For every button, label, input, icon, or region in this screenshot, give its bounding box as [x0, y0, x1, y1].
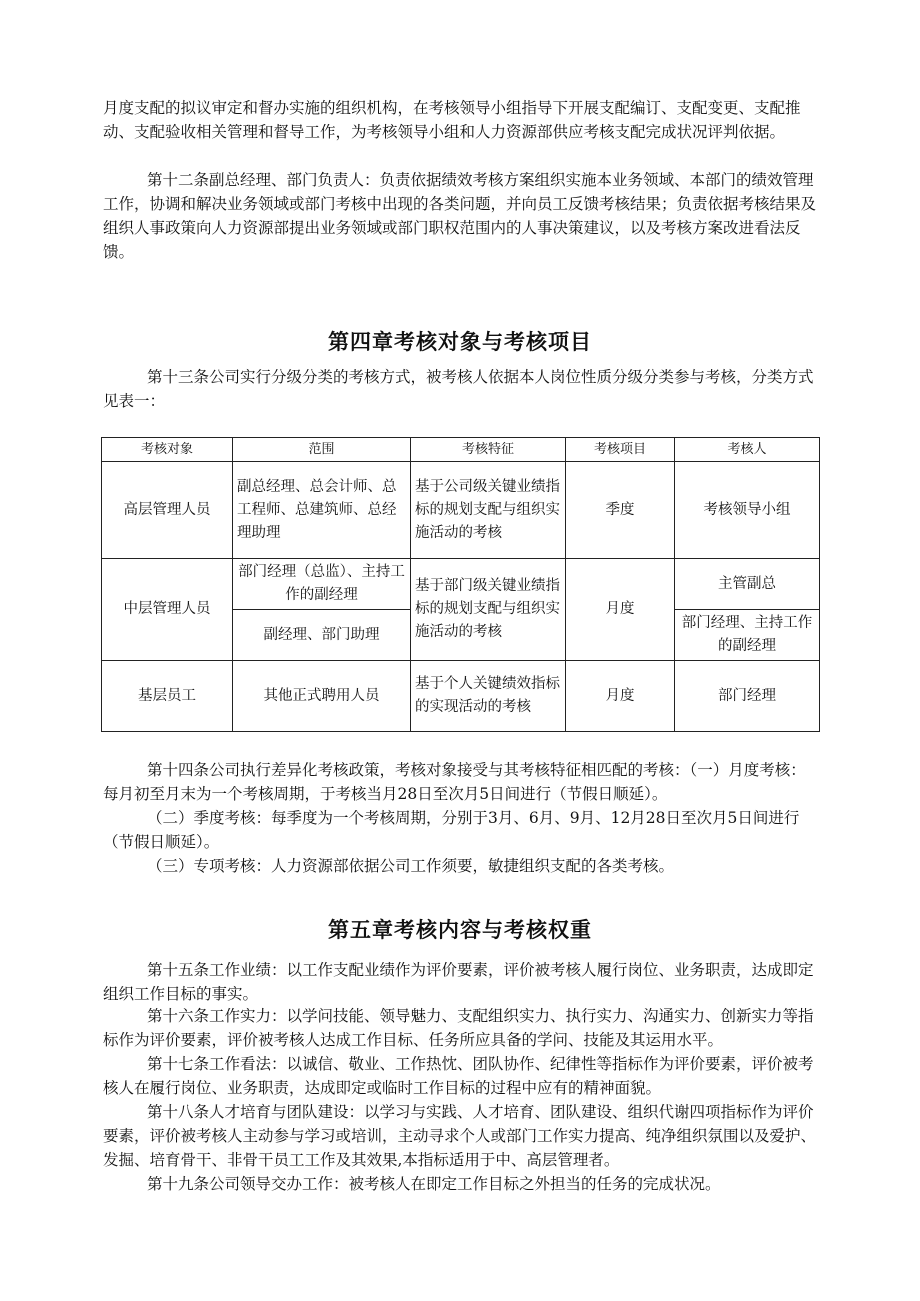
article-19: 第十九条公司领导交办工作：被考核人在即定工作目标之外担当的任务的完成状况。	[147, 1175, 721, 1193]
article-12: 第十二条副总经理、部门负责人：负责依据绩效考核方案组织实施本业务领域、本部门的绩效管理工作，协调和解决业务领域或部门考核中出现的各类问题，并向员工反馈考核结果；负责依据考核结果及组织人事政策向人力资源部提出业务领域或部门职权范围内的人事决策建议，以及考核方案改进看法反馈。	[103, 171, 817, 261]
assessment-table	[101, 437, 820, 732]
cell-object: 高层管理人员	[102, 462, 233, 559]
cell-object: 基层员工	[102, 661, 233, 732]
cell-item: 月度	[566, 661, 675, 732]
article-13: 第十三条公司实行分级分类的考核方式，被考核人依据本人岗位性质分级分类参与考核，分类方式见表一：	[103, 368, 814, 410]
cell-feature: 基于个人关键绩效指标的实现活动的考核	[411, 661, 566, 732]
cell-feature: 基于部门级关键业绩指标的规划支配与组织实施活动的考核	[411, 559, 566, 661]
chapter-4-title: 第四章考核对象与考核项目	[328, 329, 592, 354]
table-header-row	[102, 438, 820, 462]
header-feature: 考核特征	[411, 438, 566, 462]
header-scope: 范围	[233, 438, 411, 462]
chapter-5-title: 第五章考核内容与考核权重	[328, 917, 592, 942]
table-row	[102, 462, 820, 559]
cell-feature: 基于公司级关键业绩指标的规划支配与组织实施活动的考核	[411, 462, 566, 559]
paragraph-continued: 月度支配的拟议审定和督办实施的组织机构，在考核领导小组指导下开展支配编订、支配变更、支配推动、支配验收相关管理和督导工作，为考核领导小组和人力资源部供应考核支配完成状况评判依据。	[103, 99, 801, 141]
table-row	[102, 661, 820, 732]
cell-assessor: 部门经理、主持工作的副经理	[675, 610, 820, 661]
article-14-special: （三）专项考核：人力资源部依据公司工作须要，敏捷组织支配的各类考核。	[147, 857, 675, 875]
cell-scope: 部门经理（总监）、主持工作的副经理	[233, 559, 411, 610]
cell-item: 季度	[566, 462, 675, 559]
cell-object: 中层管理人员	[102, 559, 233, 661]
cell-scope: 副经理、部门助理	[233, 610, 411, 661]
cell-assessor: 考核领导小组	[675, 462, 820, 559]
article-15: 第十五条工作业绩：以工作支配业绩作为评价要素，评价被考核人履行岗位、业务职责，达成即定组织工作目标的事实。	[103, 961, 814, 1003]
article-14: 第十四条公司执行差异化考核政策，考核对象接受与其考核特征相匹配的考核：（一）月度考核：每月初至月末为一个考核周期，于考核当月28日至次月5日间进行（节假日顺延）。	[103, 761, 806, 803]
article-16: 第十六条工作实力：以学问技能、领导魅力、支配组织实力、执行实力、沟通实力、创新实力等指标作为评价要素，评价被考核人达成工作目标、任务所应具备的学问、技能及其运用水平。	[103, 1007, 814, 1049]
cell-scope: 副总经理、总会计师、总工程师、总建筑师、总经理助理	[233, 462, 411, 559]
cell-scope: 其他正式聘用人员	[233, 661, 411, 732]
cell-assessor: 主管副总	[675, 559, 820, 610]
header-object: 考核对象	[102, 438, 233, 462]
header-assessor: 考核人	[675, 438, 820, 462]
article-17: 第十七条工作看法：以诚信、敬业、工作热忱、团队协作、纪律性等指标作为评价要素，评价被考核人在履行岗位、业务职责，达成即定或临时工作目标的过程中应有的精神面貌。	[103, 1055, 814, 1097]
table-row	[102, 559, 820, 610]
header-item: 考核项目	[566, 438, 675, 462]
cell-assessor: 部门经理	[675, 661, 820, 732]
article-14-quarterly: （二）季度考核：每季度为一个考核周期，分别于3月、6月、9月、12月28日至次月5日间进行（节假日顺延）。	[103, 809, 800, 851]
article-18: 第十八条人才培育与团队建设：以学习与实践、人才培育、团队建设、组织代谢四项指标作为评价要素，评价被考核人主动参与学习或培训，主动寻求个人或部门工作实力提高、纯净组织氛围以及爱护、发掘、培育骨干、非骨干员工工作及其效果,本指标适用于中、高层管理者。	[103, 1103, 817, 1169]
cell-item: 月度	[566, 559, 675, 661]
